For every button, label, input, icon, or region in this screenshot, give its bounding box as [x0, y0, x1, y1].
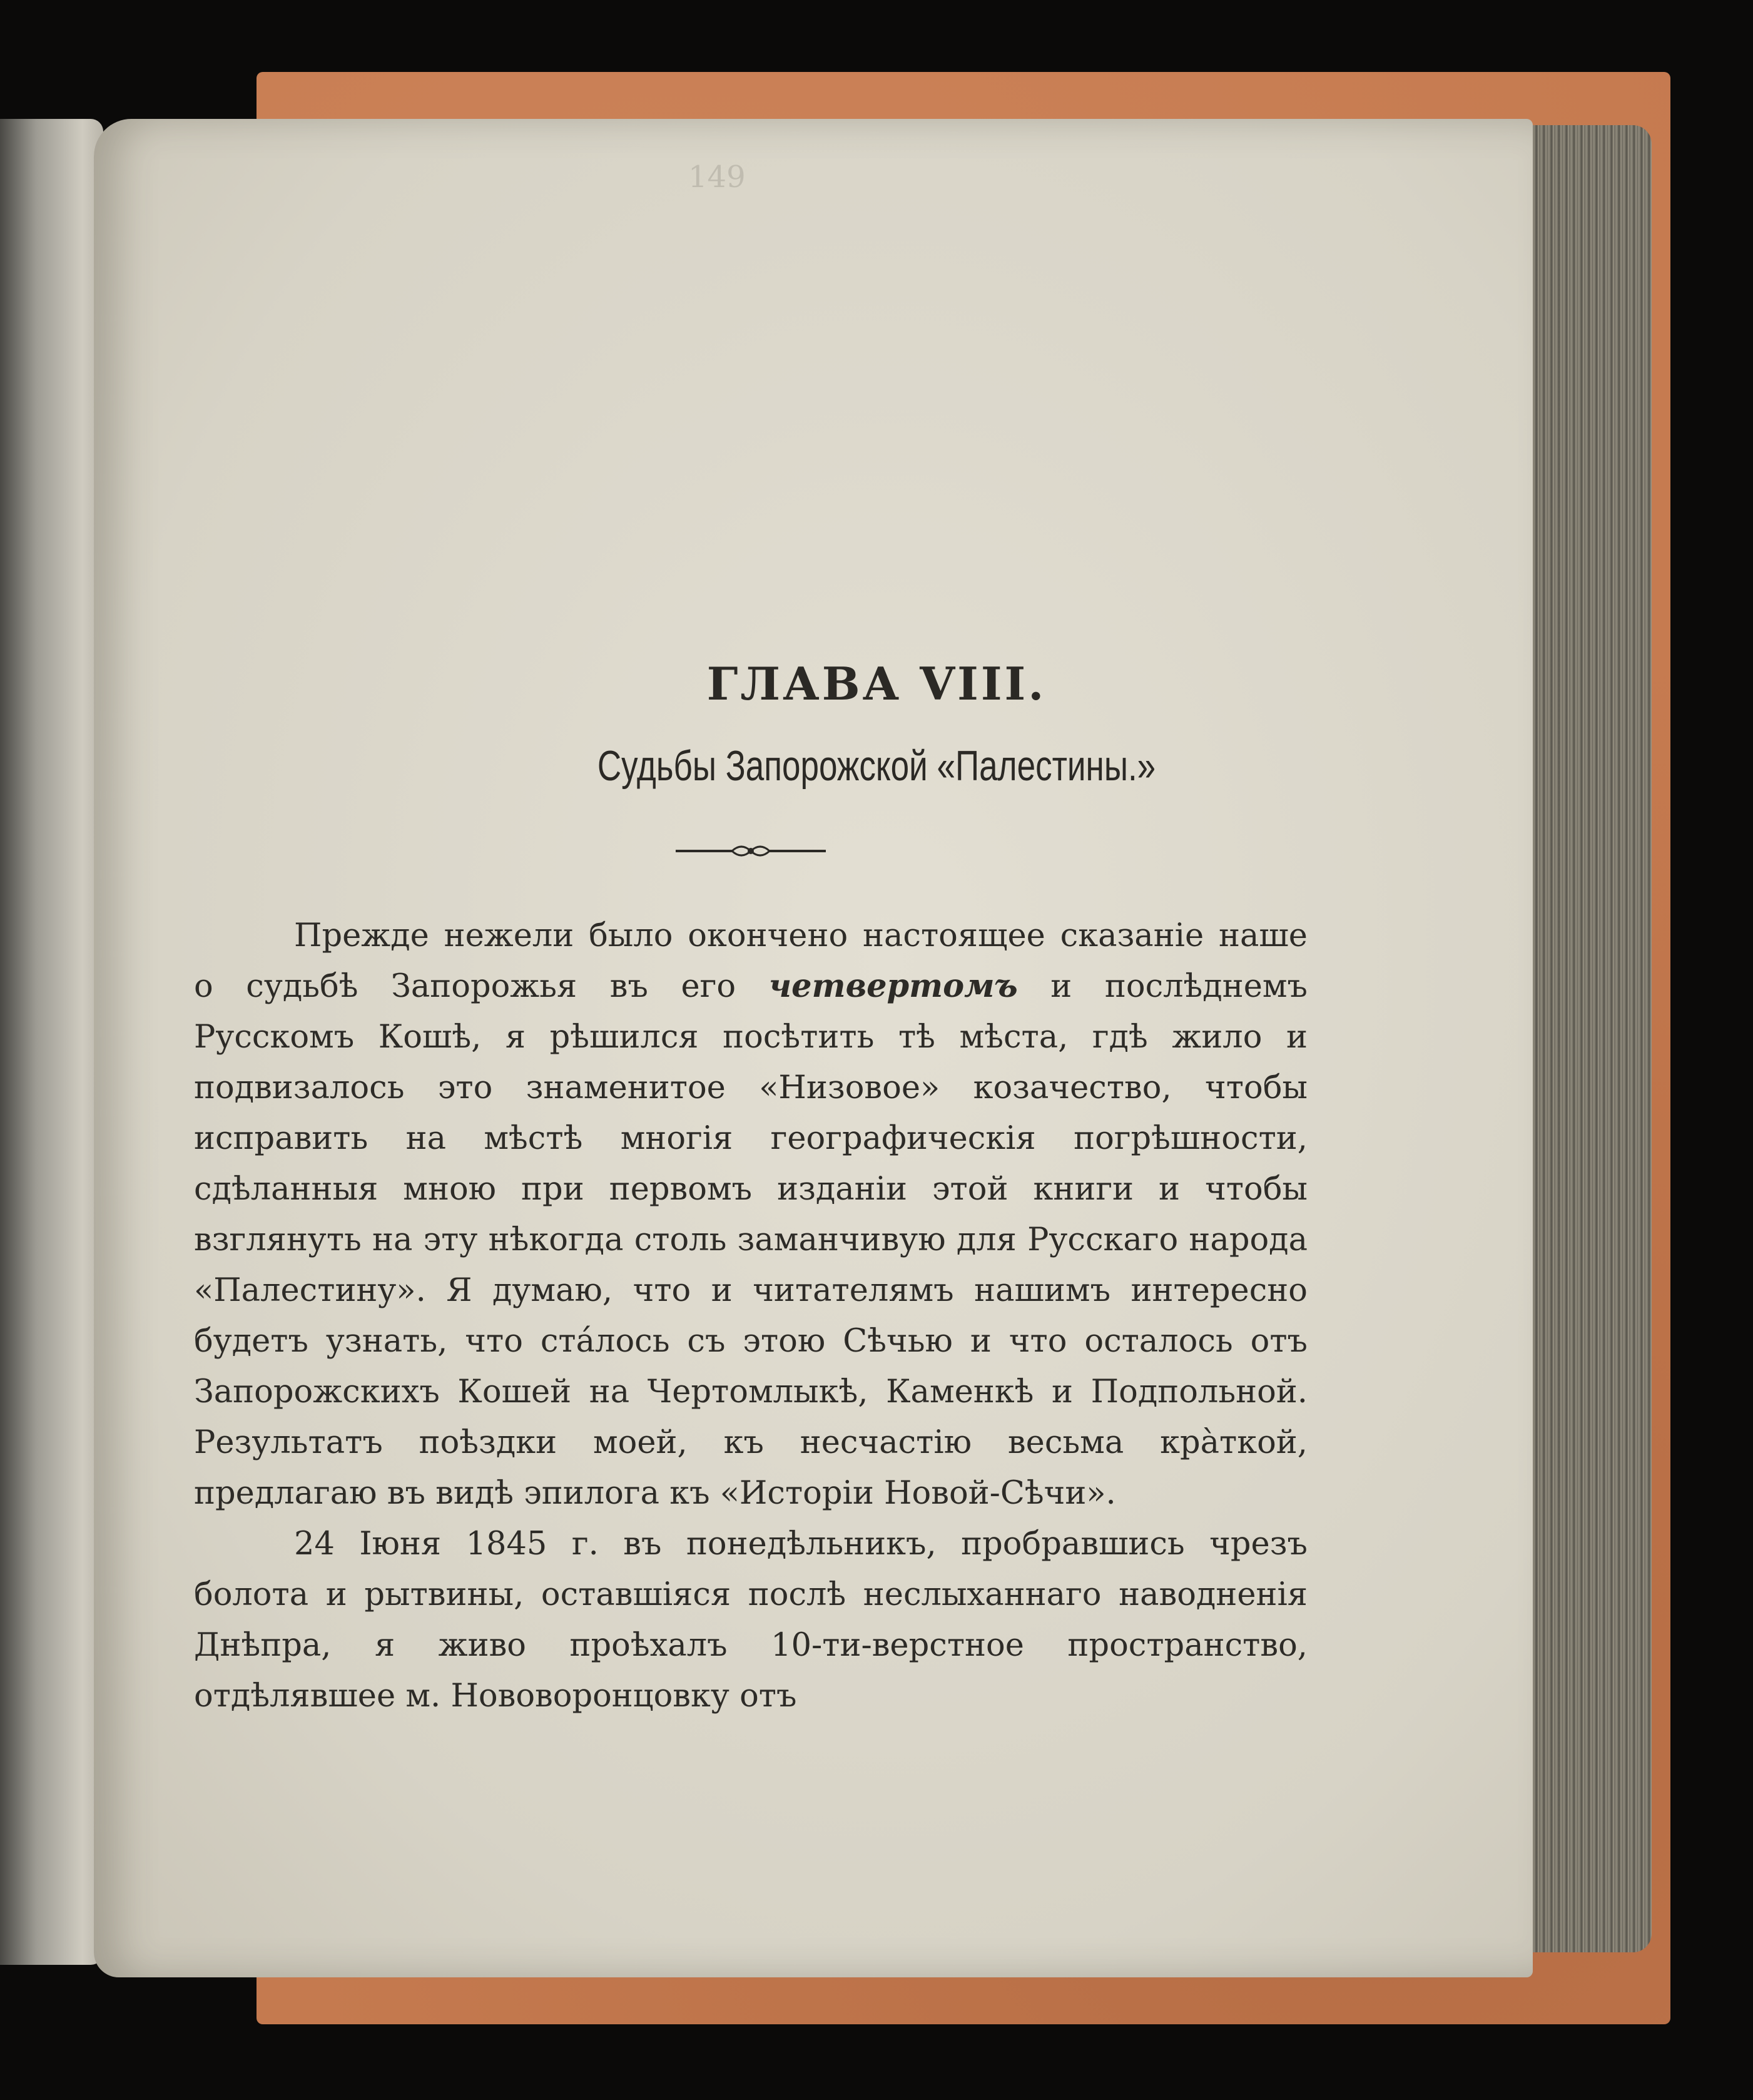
chapter-subtitle: Судьбы Запорожской «Палестины.» [597, 742, 1156, 790]
facing-page-edge [0, 119, 103, 1965]
paragraph-text: Прежде нежели было окончено настоящее сказаніе наше о судьбѣ Запорожья въ его [194, 917, 1308, 1005]
chapter-heading: ГЛАВА VIII. [706, 657, 1047, 710]
paragraph-text: и послѣднемъ Русскомъ Кошѣ, я рѣшился посѣтить тѣ мѣста, гдѣ жило и подвизалось это знаменитое «Низовое» козачество, чтобы исправить на мѣстѣ многія географическія погрѣшности, сдѣланныя мною при первомъ изданіи этой книги и чтобы взглянуть на эту нѣкогда столь заманчивую для Русскаго народа «Палестину». Я думаю, что и читателямъ нашимъ интересно будетъ узнать, что стáлось съ этою Сѣчью и что осталось отъ Запорожскихъ Кошей на Чертомлыкѣ, Каменкѣ и Подпольной. Результатъ поѣздки моей, къ несчастію весьма кра̀ткой, предлагаю въ видѣ эпилога къ «Исторіи Новой-Сѣчи». [194, 968, 1308, 1512]
bleed-through-page-number: 149 [688, 160, 746, 195]
paragraph-text: 24 Іюня 1845 г. въ понедѣльникъ, пробравшись чрезъ болота и рытвины, оставшіяся послѣ неслыханнаго наводненія Днѣпра, я живо проѣхалъ 10-ти-верстное пространство, отдѣлявшее м. Нововоронцовку отъ [194, 1526, 1308, 1715]
paragraph [194, 910, 1308, 1519]
emphasized-word: четвертомъ [768, 967, 1018, 1005]
body-text [194, 910, 1308, 1721]
ornament-divider [673, 838, 829, 864]
paragraph [194, 1519, 1308, 1721]
